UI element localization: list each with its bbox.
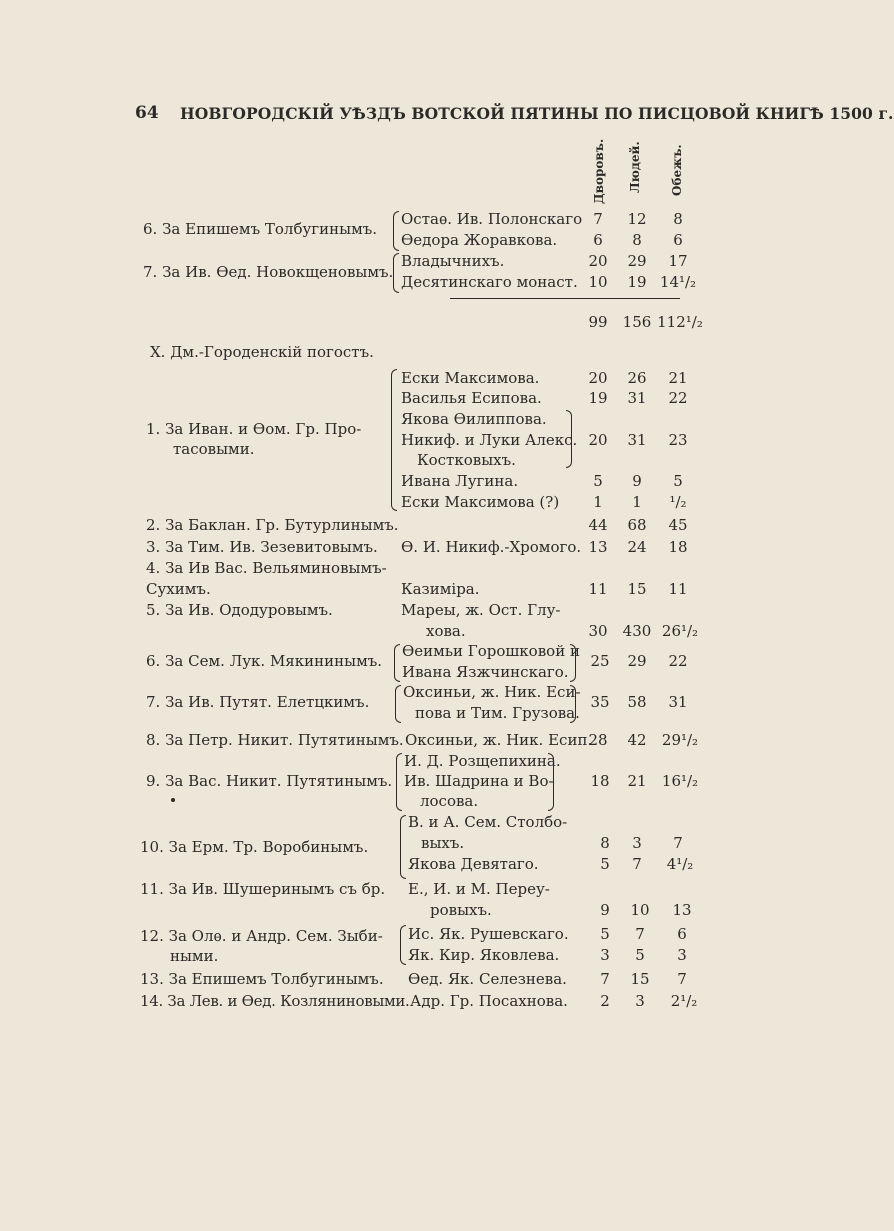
entry-name: Мареы, ж. Ост. Глу- bbox=[401, 601, 561, 619]
entry-label-cont: тасовыми. bbox=[173, 440, 255, 458]
value-obezh: 26¹/₂ bbox=[661, 622, 699, 640]
value-obezh: 13 bbox=[672, 901, 692, 919]
total-rule bbox=[450, 298, 680, 299]
entry-label: 1. За Иван. и Ѳом. Гр. Про- bbox=[146, 420, 362, 438]
total-obezh: 112¹/₂ bbox=[657, 313, 703, 331]
page-header-title: НОВГОРОДСКІЙ УѢЗДЪ ВОТСКОЙ ПЯТИНЫ ПО ПИСЦОВОЙ КНИГѢ 1500 г. bbox=[180, 104, 894, 123]
entry-label: 6. За Епишемъ Толбугинымъ. bbox=[143, 220, 378, 238]
column-header-obezh: Обежъ. bbox=[670, 144, 684, 196]
value-lyudei: 42 bbox=[627, 731, 647, 749]
entry-name: Ески Максимова (?) bbox=[401, 493, 560, 511]
value-lyudei: 3 bbox=[632, 834, 642, 852]
column-header-dvorov: Дворовъ. bbox=[592, 138, 606, 204]
entry-name: Ис. Як. Рушевскаго. bbox=[408, 925, 569, 943]
value-lyudei: 29 bbox=[627, 652, 647, 670]
brace bbox=[391, 369, 397, 511]
entry-label: 4. За Ив Вас. Вельяминовымъ- bbox=[146, 559, 387, 577]
entry-name: Ѳед. Як. Селезнева. bbox=[408, 970, 567, 988]
value-dvorov: 5 bbox=[600, 855, 610, 873]
value-dvorov: 7 bbox=[593, 210, 603, 228]
value-obezh: 16¹/₂ bbox=[661, 772, 699, 790]
entry-name: Якова Ѳилиппова. bbox=[401, 410, 547, 428]
value-obezh: 17 bbox=[668, 252, 688, 270]
value-dvorov: 28 bbox=[588, 731, 608, 749]
entry-name: Оксиньи, ж. Ник. Есип. bbox=[405, 731, 593, 749]
value-dvorov: 11 bbox=[588, 580, 608, 598]
entry-label: 9. За Вас. Никит. Путятинымъ. bbox=[146, 772, 393, 790]
value-lyudei: 7 bbox=[632, 855, 642, 873]
value-obezh: 31 bbox=[668, 693, 688, 711]
entry-name: Ивана Лугина. bbox=[401, 472, 519, 490]
entry-name: Ѳедора Жоравкова. bbox=[401, 231, 558, 249]
entry-label: 12. За Олѳ. и Андр. Сем. Зыби- bbox=[140, 927, 383, 945]
entry-name-cont: выхъ. bbox=[421, 834, 465, 852]
value-obezh: 5 bbox=[673, 472, 683, 490]
value-obezh: 11 bbox=[668, 580, 688, 598]
entry-name: И. Д. Розщепихина. bbox=[404, 752, 561, 770]
entry-name-cont: пова и Тим. Грузова. bbox=[415, 704, 580, 722]
entry-name-cont: ровыхъ. bbox=[430, 901, 492, 919]
value-obezh: 22 bbox=[668, 389, 688, 407]
entry-name: Василья Есипова. bbox=[401, 389, 542, 407]
value-dvorov: 5 bbox=[593, 472, 603, 490]
value-lyudei: 68 bbox=[627, 516, 647, 534]
value-obezh: 7 bbox=[673, 834, 683, 852]
brace bbox=[395, 685, 401, 723]
brace bbox=[548, 753, 554, 811]
entry-name: Якова Девятаго. bbox=[408, 855, 539, 873]
entry-name: Остаѳ. Ив. Полонскаго bbox=[401, 210, 583, 228]
entry-label: 5. За Ив. Ододуровымъ. bbox=[146, 601, 333, 619]
value-lyudei: 15 bbox=[630, 970, 650, 988]
value-dvorov: 20 bbox=[588, 431, 608, 449]
entry-name: Адр. Гр. Посахнова. bbox=[410, 992, 568, 1010]
total-dvorov: 99 bbox=[588, 313, 608, 331]
value-obezh: 22 bbox=[668, 652, 688, 670]
value-dvorov: 19 bbox=[588, 389, 608, 407]
value-obezh: 45 bbox=[668, 516, 688, 534]
value-dvorov: 8 bbox=[600, 834, 610, 852]
value-dvorov: 30 bbox=[588, 622, 608, 640]
value-lyudei: 58 bbox=[627, 693, 647, 711]
entry-name: Ѳ. И. Никиф.-Хромого. bbox=[401, 538, 582, 556]
value-obezh: 3 bbox=[677, 946, 687, 964]
brace bbox=[400, 925, 406, 965]
brace bbox=[566, 410, 572, 468]
value-lyudei: 3 bbox=[635, 992, 645, 1010]
value-dvorov: 7 bbox=[600, 970, 610, 988]
entry-label: 7. За Ив. Ѳед. Новокщеновымъ. bbox=[143, 263, 394, 281]
column-header-lyudei: Людей. bbox=[628, 141, 642, 193]
entry-name: Ески Максимова. bbox=[401, 369, 540, 387]
entry-label: 8. За Петр. Никит. Путятинымъ. bbox=[146, 731, 404, 749]
brace bbox=[396, 753, 402, 811]
brace bbox=[570, 644, 576, 682]
value-lyudei: 8 bbox=[632, 231, 642, 249]
entry-name-cont: Костковыхъ. bbox=[417, 451, 516, 469]
value-lyudei: 19 bbox=[627, 273, 647, 291]
value-dvorov: 13 bbox=[588, 538, 608, 556]
value-obezh: 14¹/₂ bbox=[659, 273, 697, 291]
entry-name-cont: хова. bbox=[426, 622, 466, 640]
value-dvorov: 20 bbox=[588, 252, 608, 270]
value-dvorov: 25 bbox=[590, 652, 610, 670]
brace bbox=[394, 644, 400, 682]
entry-label: 3. За Тим. Ив. Зезевитовымъ. bbox=[146, 538, 378, 556]
value-obezh: ¹/₂ bbox=[669, 493, 687, 511]
value-lyudei: 430 bbox=[622, 622, 652, 640]
value-lyudei: 12 bbox=[627, 210, 647, 228]
value-dvorov: 9 bbox=[600, 901, 610, 919]
value-dvorov: 44 bbox=[588, 516, 608, 534]
entry-name: Ивана Язжчинскаго. bbox=[402, 663, 569, 681]
value-dvorov: 1 bbox=[593, 493, 603, 511]
value-lyudei: 29 bbox=[627, 252, 647, 270]
value-lyudei: 24 bbox=[627, 538, 647, 556]
value-lyudei: 26 bbox=[627, 369, 647, 387]
value-obezh: 21 bbox=[668, 369, 688, 387]
section-heading: X. Дм.-Городенскій погостъ. bbox=[150, 343, 374, 361]
value-dvorov: 3 bbox=[600, 946, 610, 964]
value-dvorov: 20 bbox=[588, 369, 608, 387]
value-lyudei: 31 bbox=[627, 389, 647, 407]
entry-name: Десятинскаго монаст. bbox=[401, 273, 578, 291]
entry-name: Ѳеимьи Горошковой и bbox=[402, 642, 580, 660]
page-number: 64 bbox=[135, 103, 159, 123]
value-lyudei: 7 bbox=[635, 925, 645, 943]
value-obezh: 7 bbox=[677, 970, 687, 988]
entry-name: В. и А. Сем. Столбо- bbox=[408, 813, 568, 831]
entry-label: 14. За Лев. и Ѳед. Козляниновыми. bbox=[140, 992, 410, 1010]
entry-name: Оксиньи, ж. Ник. Еси- bbox=[403, 683, 581, 701]
entry-name: Як. Кир. Яковлева. bbox=[408, 946, 560, 964]
value-lyudei: 15 bbox=[627, 580, 647, 598]
value-lyudei: 31 bbox=[627, 431, 647, 449]
entry-label: 6. За Сем. Лук. Мякининымъ. bbox=[146, 652, 383, 670]
entry-label: 7. За Ив. Путят. Елетцкимъ. bbox=[146, 693, 370, 711]
value-dvorov: 5 bbox=[600, 925, 610, 943]
value-obezh: 6 bbox=[677, 925, 687, 943]
value-lyudei: 5 bbox=[635, 946, 645, 964]
value-obezh: 8 bbox=[673, 210, 683, 228]
entry-name: Е., И. и М. Переу- bbox=[408, 880, 550, 898]
entry-label: 11. За Ив. Шушеринымъ съ бр. bbox=[140, 880, 386, 898]
value-lyudei: 9 bbox=[632, 472, 642, 490]
brace bbox=[400, 815, 406, 879]
value-dvorov: 18 bbox=[590, 772, 610, 790]
entry-name: Никиф. и Луки Алекс. bbox=[401, 431, 578, 449]
brace bbox=[570, 685, 576, 723]
entry-label: 10. За Ерм. Тр. Воробинымъ. bbox=[140, 838, 369, 856]
entry-name: Казиміра. bbox=[401, 580, 480, 598]
entry-label: 2. За Баклан. Гр. Бутурлинымъ. bbox=[146, 516, 399, 534]
entry-label-cont: ными. bbox=[170, 947, 219, 965]
value-obezh: 23 bbox=[668, 431, 688, 449]
value-dvorov: 10 bbox=[588, 273, 608, 291]
value-obezh: 4¹/₂ bbox=[666, 855, 694, 873]
value-lyudei: 1 bbox=[632, 493, 642, 511]
value-lyudei: 21 bbox=[627, 772, 647, 790]
value-obezh: 29¹/₂ bbox=[661, 731, 699, 749]
entry-name: Ив. Шадрина и Во- bbox=[404, 772, 554, 790]
print-speck bbox=[171, 798, 175, 802]
brace bbox=[393, 253, 399, 293]
entry-name-cont: лосова. bbox=[420, 792, 479, 810]
value-obezh: 2¹/₂ bbox=[670, 992, 698, 1010]
total-lyudei: 156 bbox=[622, 313, 652, 331]
entry-label: 13. За Епишемъ Толбугинымъ. bbox=[140, 970, 384, 988]
value-obezh: 6 bbox=[673, 231, 683, 249]
value-dvorov: 35 bbox=[590, 693, 610, 711]
value-obezh: 18 bbox=[668, 538, 688, 556]
value-dvorov: 6 bbox=[593, 231, 603, 249]
value-lyudei: 10 bbox=[630, 901, 650, 919]
entry-name: Владычнихъ. bbox=[401, 252, 505, 270]
brace bbox=[393, 211, 399, 251]
entry-label-cont: Сухимъ. bbox=[146, 580, 211, 598]
value-dvorov: 2 bbox=[600, 992, 610, 1010]
